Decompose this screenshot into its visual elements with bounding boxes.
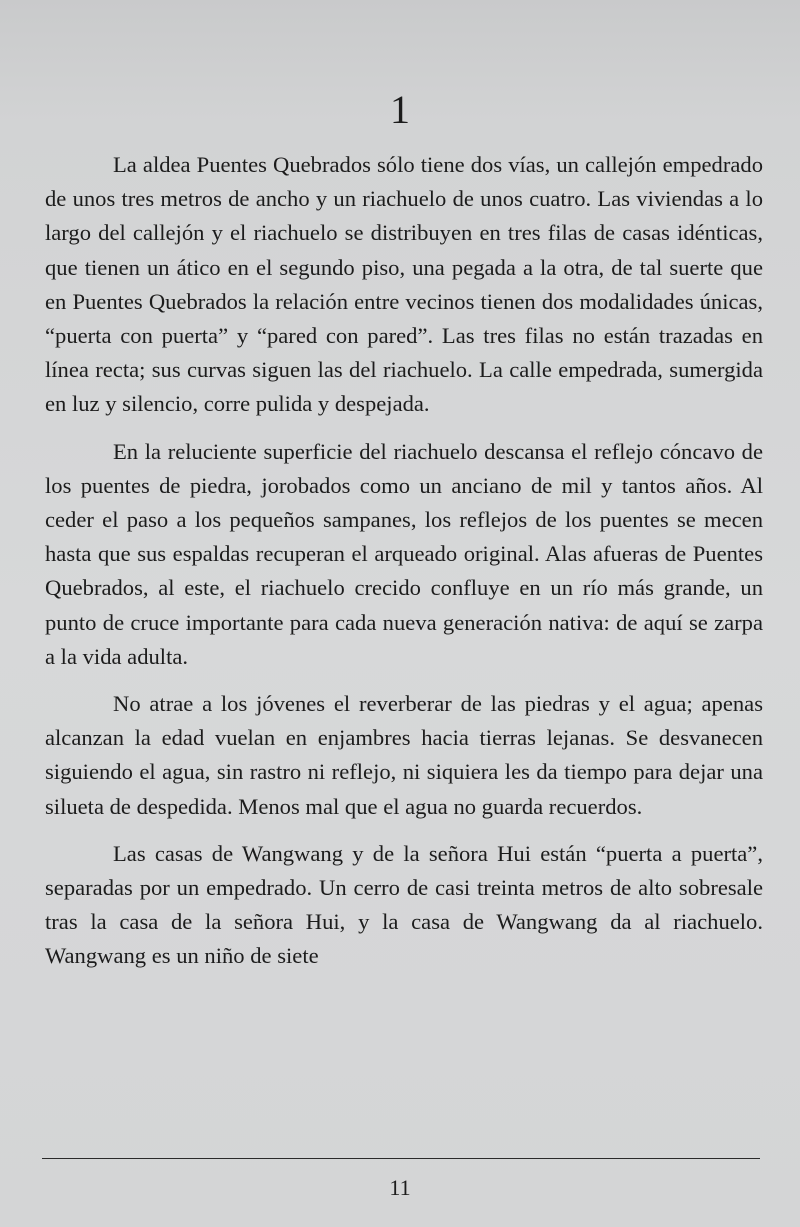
chapter-number: 1 — [390, 87, 410, 132]
footer-rule — [42, 1158, 760, 1159]
page-number: 11 — [389, 1175, 411, 1200]
paragraph-1: La aldea Puentes Quebrados sólo tiene dos vías, un callejón empedrado de unos tres metros de ancho y un riachuelo de unos cuatro. Las viviendas a lo largo del callejón y el riachuelo se distribuyen en tres filas de casas idénticas, que tienen un ático en el segundo piso, una pegada a la otra, de tal suerte que en Puentes Quebrados la relación entre vecinos tienen dos modalidades únicas, “puerta con puerta” y “pared con pared”. Las tres filas no están trazadas en línea recta; sus curvas siguen las del riachuelo. La calle empedrada, sumergida en luz y silencio, corre pulida y despejada. — [45, 152, 763, 417]
body-text — [45, 148, 763, 987]
paragraph-2: En la reluciente superficie del riachuelo descansa el reflejo cóncavo de los puentes de piedra, jorobados como un anciano de mil y tantos años. Al ceder el paso a los pequeños sampanes, los reflejos de los puentes se mecen hasta que sus espaldas recuperan el arqueado original. Alas afueras de Puentes Quebrados, al este, el riachuelo crecido confluye en un río más grande, un punto de cruce importante para cada nueva generación nativa: de aquí se zarpa a la vida adulta. — [45, 438, 763, 669]
paragraph-4: Las casas de Wangwang y de la señora Hui están “puerta a puerta”, separadas por un empedrado. Un cerro de casi treinta metros de alto sobresale tras la casa de la señora Hui, y la casa de Wangwang da al riachuelo. Wangwang es un niño de siete — [45, 840, 763, 969]
paragraph-3: No atrae a los jóvenes el reverberar de las piedras y el agua; apenas alcanzan la edad vuelan en enjambres hacia tierras lejanas. Se desvanecen siguiendo el agua, sin rastro ni reflejo, ni siquiera les da tiempo para dejar una silueta de despedida. Menos mal que el agua no guarda recuerdos. — [45, 691, 763, 819]
